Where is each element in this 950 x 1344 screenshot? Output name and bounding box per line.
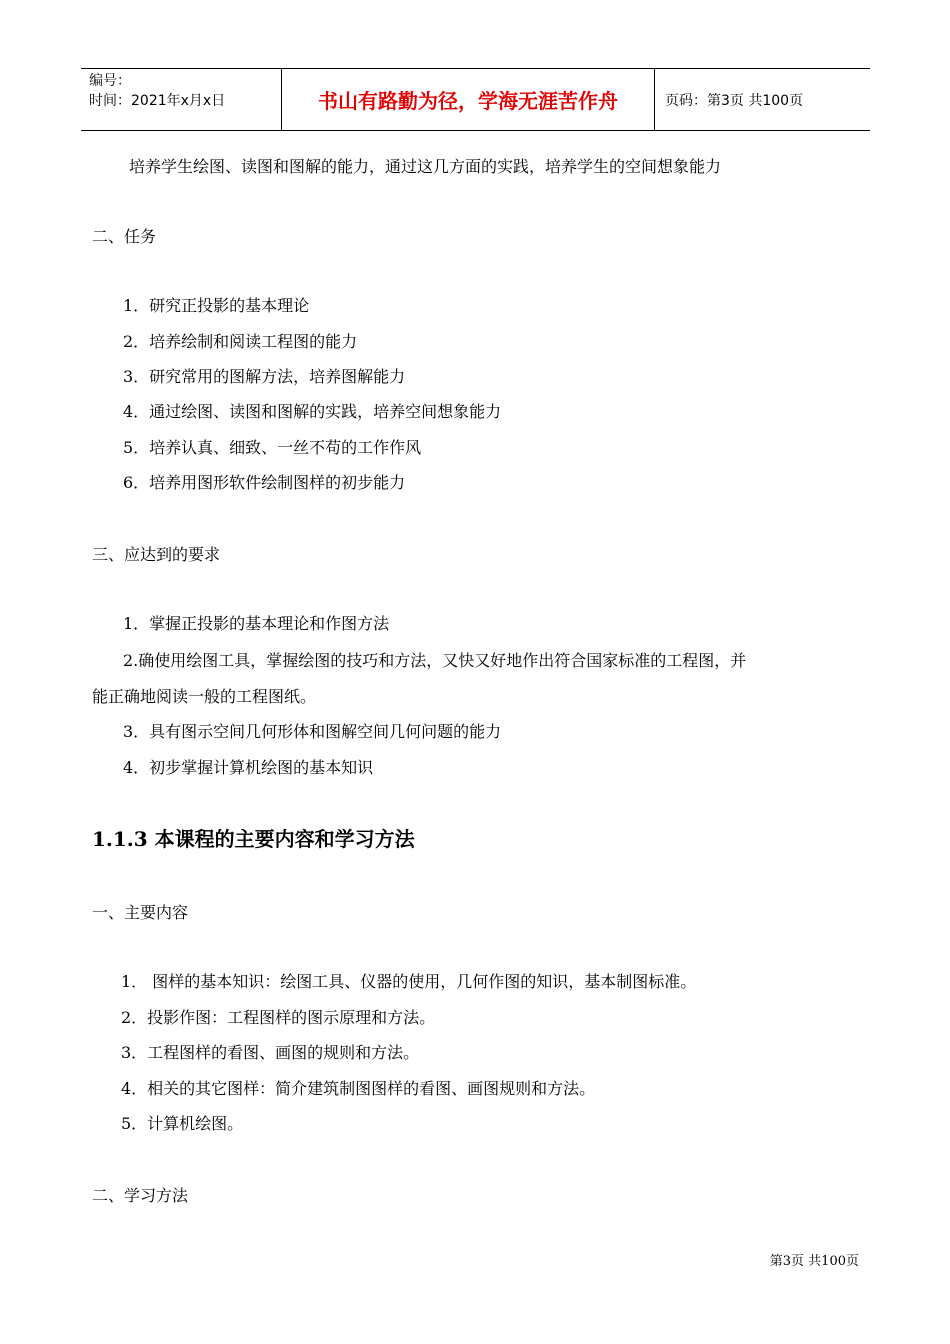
list-item: 5．培养认真、细致、一丝不苟的工作作风 [123,438,422,457]
list-item: 4．通过绘图、读图和图解的实践，培养空间想象能力 [123,402,502,421]
header-motto: 书山有路勤为径，学海无涯苦作舟 [282,69,655,130]
list-item: 2．培养绘制和阅读工程图的能力 [123,332,358,351]
list-item: 5．计算机绘图。 [121,1114,244,1133]
list-item: 6．培养用图形软件绘制图样的初步能力 [123,473,406,492]
section-tasks-title: 二、任务 [92,227,157,246]
header-number: 编号： [89,73,131,89]
section-content-title: 一、主要内容 [92,903,189,922]
list-item: 1．研究正投影的基本理论 [123,296,310,315]
intro-text: 培养学生绘图、读图和图解的能力，通过这几方面的实践，培养学生的空间想象能力 [129,157,722,176]
list-item: 3．研究常用的图解方法，培养图解能力 [123,367,406,386]
section-heading-113: 1.1.3 本课程的主要内容和学习方法 [92,827,415,851]
list-item-continuation: 能正确地阅读一般的工程图纸。 [92,687,317,706]
header-page: 页码：第3页 共100页 [665,92,804,109]
header-meta [81,69,282,130]
section-requirements-title: 三、应达到的要求 [92,545,221,564]
list-item: 3．工程图样的看图、画图的规则和方法。 [121,1043,420,1062]
header-time: 时间：2021年x月x日 [89,93,226,109]
list-item: 4．初步掌握计算机绘图的基本知识 [123,758,374,777]
page-footer: 第3页 共100页 [769,1254,859,1269]
list-item: 2.确使用绘图工具，掌握绘图的技巧和方法，又快又好地作出符合国家标准的工程图，并 [123,651,747,670]
page-header [81,68,870,131]
list-item: 3．具有图示空间几何形体和图解空间几何问题的能力 [123,722,502,741]
list-item: 1．掌握正投影的基本理论和作图方法 [123,614,390,633]
list-item: 2．投影作图：工程图样的图示原理和方法。 [121,1008,436,1027]
list-item: 1． 图样的基本知识：绘图工具、仪器的使用，几何作图的知识，基本制图标准。 [121,972,697,991]
section-method-title: 二、学习方法 [92,1186,189,1205]
list-item: 4．相关的其它图样：简介建筑制图图样的看图、画图规则和方法。 [121,1079,596,1098]
